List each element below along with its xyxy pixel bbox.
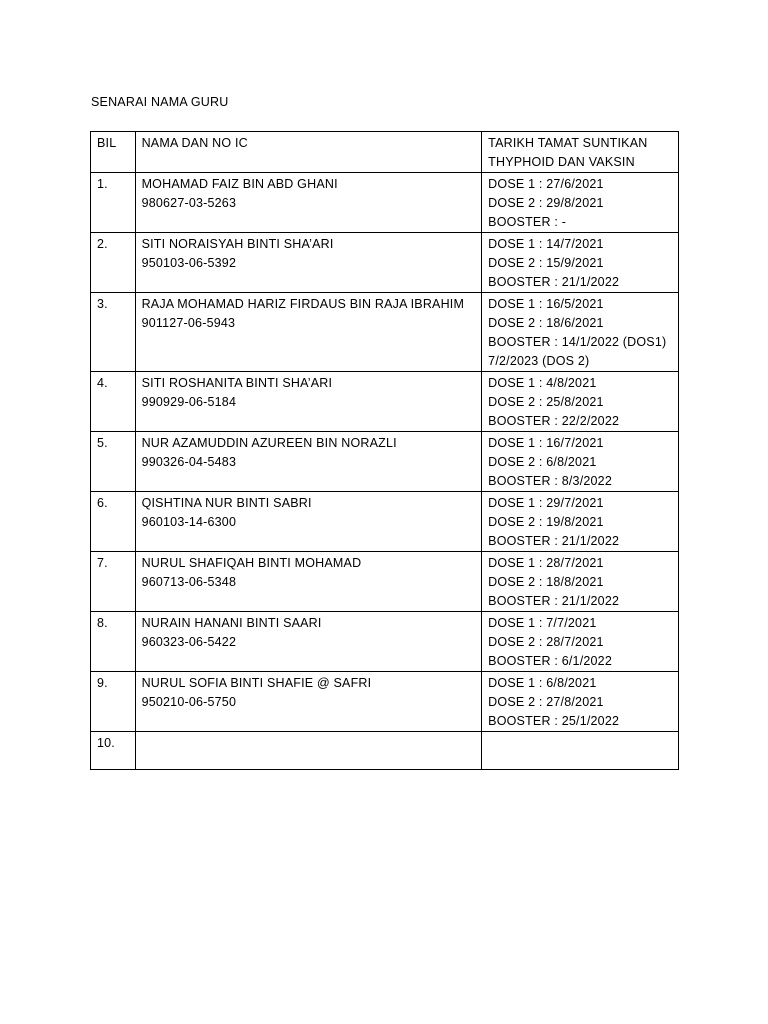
teacher-cell [135, 492, 482, 552]
table-row [91, 672, 679, 732]
teacher-name: SITI NORAISYAH BINTI SHA’ARI [141, 237, 334, 251]
vaccine-dose-2: DOSE 2 : 6/8/2021 [488, 455, 597, 469]
vaccine-dose-1: DOSE 1 : 16/5/2021 [488, 297, 604, 311]
vaccine-cell [482, 432, 679, 492]
table-row [91, 233, 679, 293]
vaccine-cell [482, 293, 679, 372]
teacher-ic: 960323-06-5422 [141, 635, 237, 649]
vaccine-cell [482, 672, 679, 732]
vaccine-cell [482, 552, 679, 612]
vaccine-booster: BOOSTER : 22/2/2022 [488, 414, 620, 428]
table-row [91, 492, 679, 552]
teacher-ic: 950103-06-5392 [141, 256, 237, 270]
vaccine-cell [482, 612, 679, 672]
row-number: 1. [91, 173, 136, 233]
teacher-ic: 990326-04-5483 [141, 455, 237, 469]
vaccine-booster: BOOSTER : 21/1/2022 [488, 594, 620, 608]
vaccine-dose-2: DOSE 2 : 29/8/2021 [488, 196, 604, 210]
vaccine-booster: BOOSTER : 8/3/2022 [488, 474, 612, 488]
teacher-name: NURAIN HANANI BINTI SAARI [141, 616, 322, 630]
vaccine-dose-1: DOSE 1 : 27/6/2021 [488, 177, 604, 191]
vaccine-dose-2: DOSE 2 : 25/8/2021 [488, 395, 604, 409]
vaccine-booster: BOOSTER : 6/1/2022 [488, 654, 612, 668]
header-nama-label: NAMA DAN NO IC [141, 136, 248, 150]
teacher-cell [135, 173, 482, 233]
teacher-name: NUR AZAMUDDIN AZUREEN BIN NORAZLI [141, 436, 397, 450]
vaccine-dose-1: DOSE 1 : 4/8/2021 [488, 376, 597, 390]
vaccine-dose-2: DOSE 2 : 18/8/2021 [488, 575, 604, 589]
table-header-row [91, 132, 679, 173]
row-number: 7. [91, 552, 136, 612]
teacher-ic: 950210-06-5750 [141, 695, 237, 709]
vaccine-cell [482, 372, 679, 432]
row-number: 2. [91, 233, 136, 293]
table-row [91, 372, 679, 432]
table-row [91, 552, 679, 612]
vaccine-booster-2: 7/2/2023 (DOS 2) [488, 354, 590, 368]
vaccine-dose-1: DOSE 1 : 28/7/2021 [488, 556, 604, 570]
vaccine-dose-2: DOSE 2 : 27/8/2021 [488, 695, 604, 709]
header-bil [91, 132, 136, 173]
teacher-ic: 960103-14-6300 [141, 515, 237, 529]
teacher-name: NURUL SOFIA BINTI SHAFIE @ SAFRI [141, 676, 372, 690]
vaccine-dose-1: DOSE 1 : 6/8/2021 [488, 676, 597, 690]
teacher-name: SITI ROSHANITA BINTI SHA’ARI [141, 376, 333, 390]
teacher-ic: 901127-06-5943 [141, 316, 236, 330]
teacher-ic: 990929-06-5184 [141, 395, 237, 409]
vaccine-booster: BOOSTER : 21/1/2022 [488, 275, 620, 289]
vaccine-dose-2: DOSE 2 : 18/6/2021 [488, 316, 604, 330]
header-tarikh-line2: THYPHOID DAN VAKSIN [488, 155, 635, 169]
teacher-name: QISHTINA NUR BINTI SABRI [141, 496, 312, 510]
vaccine-cell [482, 492, 679, 552]
teacher-cell [135, 732, 482, 770]
header-tarikh-line1: TARIKH TAMAT SUNTIKAN [488, 136, 648, 150]
teacher-name: MOHAMAD FAIZ BIN ABD GHANI [141, 177, 338, 191]
vaccine-cell [482, 732, 679, 770]
vaccine-booster: BOOSTER : - [488, 215, 567, 229]
vaccine-booster: BOOSTER : 21/1/2022 [488, 534, 620, 548]
teacher-cell [135, 432, 482, 492]
table-row [91, 293, 679, 372]
teacher-name: NURUL SHAFIQAH BINTI MOHAMAD [141, 556, 362, 570]
vaccine-cell [482, 173, 679, 233]
vaccine-booster: BOOSTER : 14/1/2022 (DOS1) [488, 335, 667, 349]
row-number: 3. [91, 293, 136, 372]
teacher-name: RAJA MOHAMAD HARIZ FIRDAUS BIN RAJA IBRAHIM [141, 297, 465, 311]
vaccine-dose-1: DOSE 1 : 7/7/2021 [488, 616, 597, 630]
row-number: 8. [91, 612, 136, 672]
teacher-cell [135, 293, 482, 372]
teacher-ic: 960713-06-5348 [141, 575, 237, 589]
teacher-cell [135, 672, 482, 732]
teacher-cell [135, 552, 482, 612]
vaccine-dose-2: DOSE 2 : 15/9/2021 [488, 256, 604, 270]
vaccine-booster: BOOSTER : 25/1/2022 [488, 714, 620, 728]
row-number: 4. [91, 372, 136, 432]
vaccine-dose-1: DOSE 1 : 14/7/2021 [488, 237, 604, 251]
page-title: SENARAI NAMA GURU [91, 95, 229, 109]
vaccine-dose-2: DOSE 2 : 28/7/2021 [488, 635, 604, 649]
table-row [91, 432, 679, 492]
teacher-cell [135, 372, 482, 432]
teacher-table [90, 131, 679, 770]
vaccine-dose-1: DOSE 1 : 29/7/2021 [488, 496, 604, 510]
row-number: 9. [91, 672, 136, 732]
header-tarikh [482, 132, 679, 173]
teacher-cell [135, 612, 482, 672]
row-number: 5. [91, 432, 136, 492]
row-number: 10. [91, 732, 136, 770]
teacher-cell [135, 233, 482, 293]
table-row [91, 732, 679, 770]
vaccine-dose-2: DOSE 2 : 19/8/2021 [488, 515, 604, 529]
table-row [91, 173, 679, 233]
vaccine-cell [482, 233, 679, 293]
vaccine-dose-1: DOSE 1 : 16/7/2021 [488, 436, 604, 450]
table-row [91, 612, 679, 672]
header-bil-label: BIL [97, 136, 117, 150]
row-number: 6. [91, 492, 136, 552]
header-nama [135, 132, 482, 173]
teacher-ic: 980627-03-5263 [141, 196, 237, 210]
